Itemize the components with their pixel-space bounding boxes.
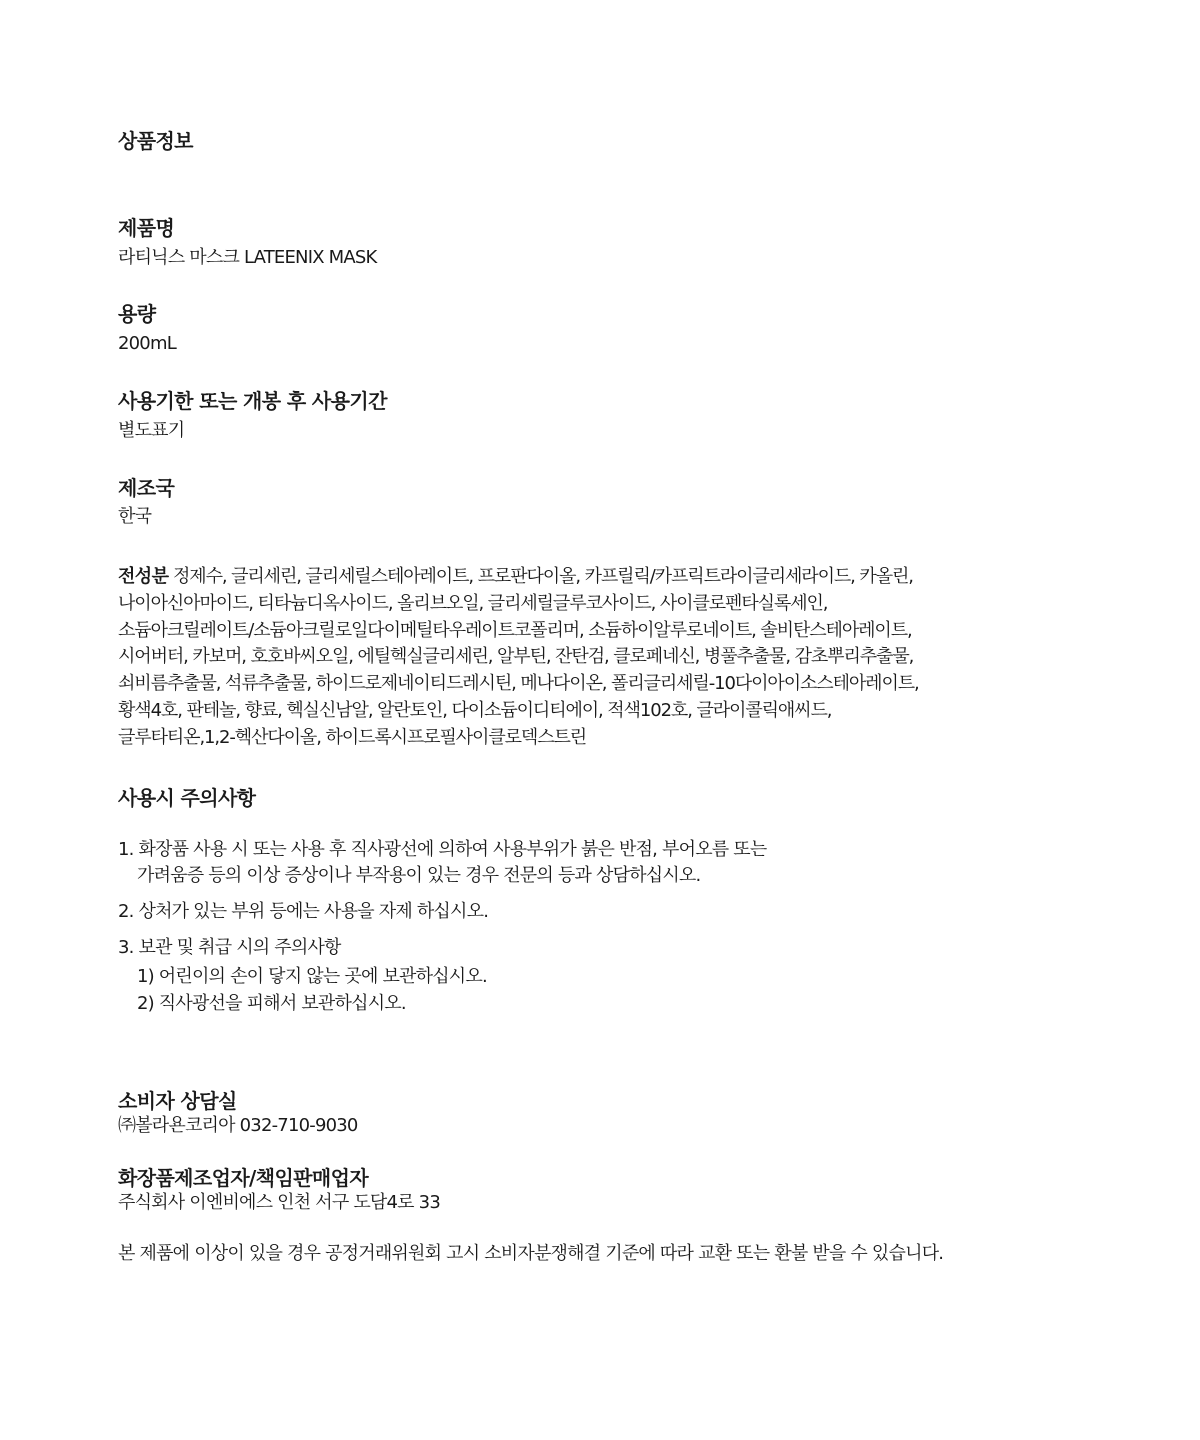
manufacturer-label: 화장품제조업자/책임판매업자 xyxy=(118,1166,369,1190)
section-title: 상품정보 xyxy=(118,129,193,153)
caution-item-3: 3. 보관 및 취급 시의 주의사항 xyxy=(118,937,341,958)
caution-item-3-sub-1: 1) 어린이의 손이 닿지 않는 곳에 보관하십시오. xyxy=(137,966,487,987)
ingredients-line: 소듐아크릴레이트/소듐아크릴로일다이메틸타우레이트코폴리머, 소듐하이알루로네이트, 솔비탄스테아레이트, xyxy=(118,619,912,641)
manufacturer-value: 주식회사 이엔비에스 인천 서구 도담4로 33 xyxy=(118,1192,440,1213)
caution-item-1-cont: 가려움증 등의 이상 증상이나 부작용이 있는 경우 전문의 등과 상담하십시오. xyxy=(137,865,701,886)
ingredients-line: 나이아신아마이드, 티타늄디옥사이드, 올리브오일, 글리세릴글루코사이드, 사이클로펜타실록세인, xyxy=(118,592,828,614)
ingredients-line: 정제수, 글리세린, 글리세릴스테아레이트, 프로판다이올, 카프릴릭/카프릭트라이글리세라이드, 카올린, xyxy=(173,566,913,587)
expiry-value: 별도표기 xyxy=(118,420,185,441)
country-value: 한국 xyxy=(118,506,152,527)
ingredients-line: 시어버터, 카보머, 호호바씨오일, 에틸헥실글리세린, 알부틴, 잔탄검, 클로페네신, 병풀추출물, 감초뿌리추출물, xyxy=(118,646,914,668)
caution-item-3-sub-2: 2) 직사광선을 피해서 보관하십시오. xyxy=(137,993,406,1014)
consumer-center-label: 소비자 상담실 xyxy=(118,1089,237,1113)
expiry-label: 사용기한 또는 개봉 후 사용기간 xyxy=(118,389,387,413)
ingredients-label: 전성분 xyxy=(118,566,169,587)
volume-value: 200mL xyxy=(118,333,176,354)
volume-label: 용량 xyxy=(118,302,156,326)
ingredients-line: 황색4호, 판테놀, 향료, 헥실신남알, 알란토인, 다이소듐이디티에이, 적색102호, 글라이콜릭애씨드, xyxy=(118,699,832,721)
caution-item-1: 1. 화장품 사용 시 또는 사용 후 직사광선에 의하여 사용부위가 붉은 반점, 부어오름 또는 xyxy=(118,839,767,860)
product-name-label: 제품명 xyxy=(118,216,175,240)
ingredients xyxy=(118,564,919,752)
product-name-value: 라티닉스 마스크 LATEENIX MASK xyxy=(118,247,377,268)
consumer-center-value: ㈜볼라욘코리아 032-710-9030 xyxy=(118,1115,358,1136)
refund-notice: 본 제품에 이상이 있을 경우 공정거래위원회 고시 소비자분쟁해결 기준에 따라 교환 또는 환불 받을 수 있습니다. xyxy=(118,1243,944,1264)
ingredients-line: 글루타티온,1,2-헥산다이올, 하이드록시프로필사이클로덱스트린 xyxy=(118,726,587,748)
country-label: 제조국 xyxy=(118,476,175,500)
caution-item-2: 2. 상처가 있는 부위 등에는 사용을 자제 하십시오. xyxy=(118,901,489,922)
cautions-label: 사용시 주의사항 xyxy=(118,786,256,810)
ingredients-line: 쇠비름추출물, 석류추출물, 하이드로제네이티드레시틴, 메나다이온, 폴리글리세릴-10다이아이소스테아레이트, xyxy=(118,673,919,695)
